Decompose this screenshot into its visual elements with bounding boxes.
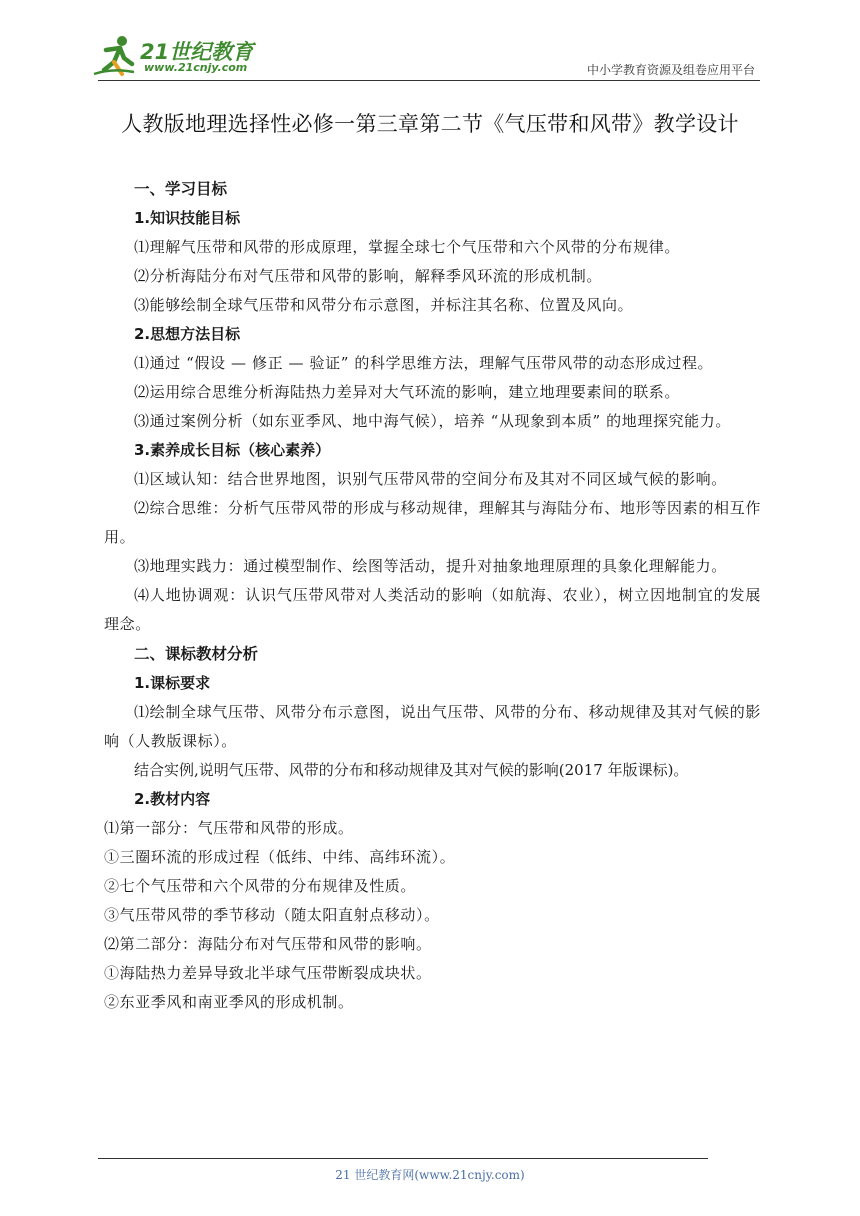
paragraph: ⑶能够绘制全球气压带和风带分布示意图，并标注其名称、位置及风向。 bbox=[134, 296, 634, 314]
paragraph: ①三圈环流的形成过程（低纬、中纬、高纬环流）。 bbox=[104, 848, 456, 866]
header-divider bbox=[98, 80, 760, 81]
subheading-curriculum-requirements: 1.课标要求 bbox=[134, 674, 211, 692]
paragraph: ②东亚季风和南亚季风的形成机制。 bbox=[104, 993, 354, 1011]
paragraph: ⑵运用综合思维分析海陆热力差异对大气环流的影响，建立地理要素间的联系。 bbox=[134, 383, 681, 401]
paragraph: ⑴第一部分：气压带和风带的形成。 bbox=[104, 819, 354, 837]
subheading-knowledge-skills: 1.知识技能目标 bbox=[134, 209, 241, 227]
paragraph: ①海陆热力差异导致北半球气压带断裂成块状。 bbox=[104, 964, 432, 982]
platform-name: 中小学教育资源及组卷应用平台 bbox=[586, 63, 755, 77]
logo-title: 21世纪教育 bbox=[140, 40, 254, 64]
document-title: 人教版地理选择性必修一第三章第二节《气压带和风带》教学设计 bbox=[121, 112, 739, 136]
document-body bbox=[104, 174, 761, 1017]
paragraph: ⑴理解气压带和风带的形成原理，掌握全球七个气压带和六个风带的分布规律。 bbox=[134, 238, 681, 256]
section-heading-learning-goals: 一、学习目标 bbox=[134, 180, 228, 198]
subheading-textbook-content: 2.教材内容 bbox=[134, 790, 211, 808]
runner-logo-icon bbox=[92, 34, 136, 78]
paragraph: ⑵第二部分：海陆分布对气压带和风带的影响。 bbox=[104, 935, 432, 953]
paragraph: ⑴绘制全球气压带、风带分布示意图，说出气压带、风带的分布、移动规律及其对气候的影响（人教版课标）。 bbox=[104, 703, 761, 750]
paragraph: ③气压带风带的季节移动（随太阳直射点移动）。 bbox=[104, 906, 440, 924]
paragraph: ⑴通过 “假设 — 修正 — 验证” 的科学思维方法，理解气压带风带的动态形成过程。 bbox=[134, 354, 714, 372]
subheading-thinking-methods: 2.思想方法目标 bbox=[134, 325, 241, 343]
paragraph: ②七个气压带和六个风带的分布规律及性质。 bbox=[104, 877, 417, 895]
paragraph: ⑷人地协调观：认识气压带风带对人类活动的影响（如航海、农业），树立因地制宜的发展理念。 bbox=[104, 586, 761, 633]
paragraph: ⑶通过案例分析（如东亚季风、地中海气候），培养 “从现象到本质” 的地理探究能力。 bbox=[134, 412, 731, 430]
section-heading-curriculum-analysis: 二、课标教材分析 bbox=[134, 645, 259, 663]
footer-link[interactable]: 21 世纪教育网(www.21cnjy.com) bbox=[335, 1168, 525, 1182]
site-logo[interactable] bbox=[92, 34, 267, 78]
paragraph: ⑵综合思维：分析气压带风带的形成与移动规律，理解其与海陆分布、地形等因素的相互作用。 bbox=[104, 499, 761, 546]
subheading-core-literacy: 3.素养成长目标（核心素养） bbox=[134, 441, 331, 459]
logo-url: www.21cnjy.com bbox=[144, 61, 248, 74]
page-header bbox=[0, 0, 860, 90]
paragraph: ⑵分析海陆分布对气压带和风带的影响，解释季风环流的形成机制。 bbox=[134, 267, 603, 285]
paragraph: ⑴区域认知：结合世界地图，识别气压带风带的空间分布及其对不同区域气候的影响。 bbox=[134, 470, 727, 488]
paragraph: 结合实例,说明气压带、风带的分布和移动规律及其对气候的影响(2017 年版课标)。 bbox=[134, 761, 689, 779]
paragraph: ⑶地理实践力：通过模型制作、绘图等活动，提升对抽象地理原理的具象化理解能力。 bbox=[134, 557, 727, 575]
footer-divider bbox=[98, 1158, 708, 1159]
